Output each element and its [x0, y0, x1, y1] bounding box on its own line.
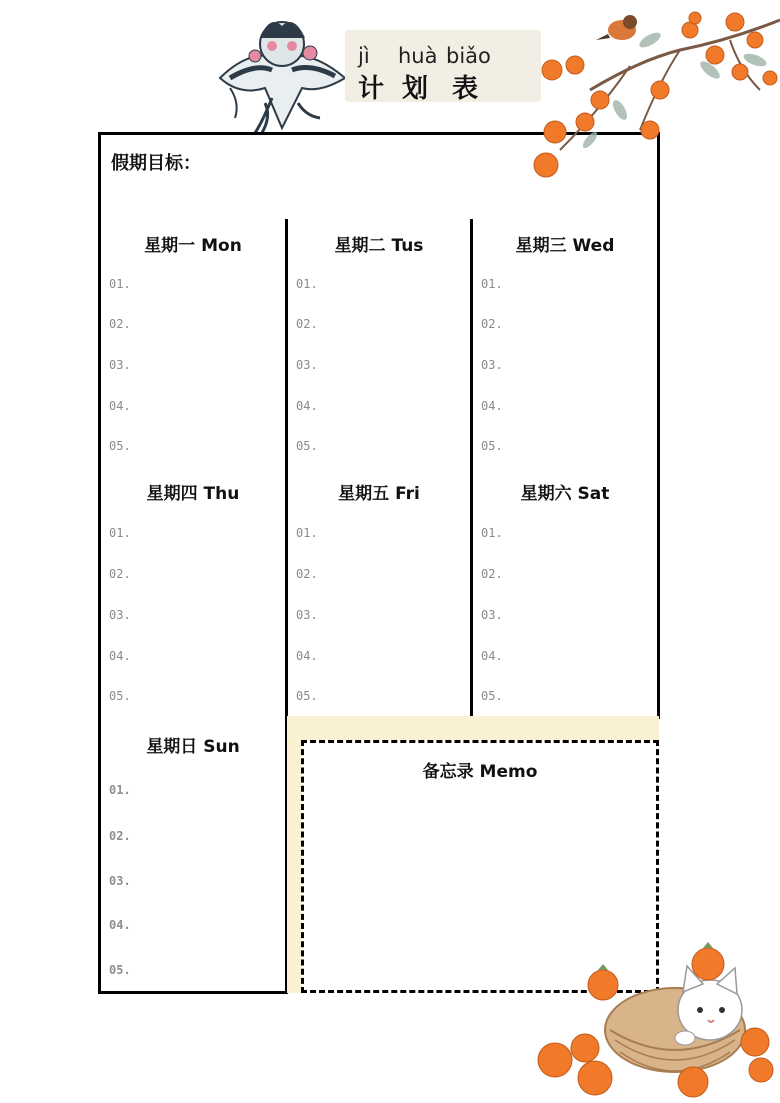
- line-number: 03.: [481, 358, 503, 372]
- line-number: 01.: [109, 783, 131, 797]
- line-number: 01.: [109, 277, 131, 291]
- day-box-thu[interactable]: [98, 467, 288, 719]
- day-title-sat: 星期六 Sat: [520, 484, 610, 504]
- line-number: 05.: [481, 439, 503, 453]
- kite-illustration: [210, 8, 360, 148]
- line-number: 04.: [296, 649, 318, 663]
- line-number: 05.: [109, 963, 131, 977]
- line-number: 04.: [296, 399, 318, 413]
- memo-title: 备忘录 Memo: [422, 762, 538, 782]
- line-number: 03.: [109, 608, 131, 622]
- line-number: 01.: [109, 526, 131, 540]
- line-number: 02.: [109, 567, 131, 581]
- line-number: 04.: [481, 649, 503, 663]
- title-pinyin-ji: jì: [358, 44, 370, 68]
- day-title-thu: 星期四 Thu: [146, 484, 240, 504]
- line-number: 03.: [296, 358, 318, 372]
- day-title-wed: 星期三 Wed: [515, 236, 615, 256]
- day-box-fri[interactable]: [288, 467, 473, 719]
- line-number: 05.: [296, 689, 318, 703]
- line-number: 02.: [481, 317, 503, 331]
- line-number: 05.: [109, 439, 131, 453]
- day-title-tue: 星期二 Tus: [334, 236, 424, 256]
- line-number: 04.: [109, 649, 131, 663]
- line-number: 03.: [109, 358, 131, 372]
- line-number: 02.: [109, 317, 131, 331]
- title-pinyin-hua: huà: [398, 44, 438, 68]
- day-box-sat[interactable]: [473, 467, 660, 719]
- bird-icon: [596, 15, 637, 40]
- day-box-wed[interactable]: [473, 219, 660, 470]
- line-number: 02.: [296, 567, 318, 581]
- line-number: 04.: [481, 399, 503, 413]
- title-hanzi-ji: 计: [358, 74, 385, 104]
- line-number: 05.: [481, 689, 503, 703]
- line-number: 03.: [109, 874, 131, 888]
- line-number: 02.: [109, 829, 131, 843]
- line-number: 02.: [481, 567, 503, 581]
- line-number: 03.: [481, 608, 503, 622]
- title-hanzi-biao: 表: [452, 74, 479, 104]
- cat-basket-illustration: [525, 940, 780, 1103]
- line-number: 03.: [296, 608, 318, 622]
- persimmon-branch-illustration: [530, 0, 780, 185]
- title-hanzi-hua: 划: [402, 74, 429, 104]
- line-number: 02.: [296, 317, 318, 331]
- line-number: 05.: [109, 689, 131, 703]
- line-number: 05.: [296, 439, 318, 453]
- goal-label: 假期目标：: [111, 153, 201, 174]
- day-title-mon: 星期一 Mon: [144, 236, 242, 256]
- line-number: 01.: [481, 526, 503, 540]
- day-title-fri: 星期五 Fri: [338, 484, 420, 504]
- day-box-tue[interactable]: [288, 219, 473, 470]
- line-number: 01.: [296, 277, 318, 291]
- title-pinyin-biao: biǎo: [446, 44, 491, 68]
- line-number: 04.: [109, 918, 131, 932]
- line-number: 01.: [296, 526, 318, 540]
- line-number: 04.: [109, 399, 131, 413]
- day-box-mon[interactable]: [98, 219, 288, 470]
- day-box-sun[interactable]: [98, 716, 288, 994]
- line-number: 01.: [481, 277, 503, 291]
- day-title-sun: 星期日 Sun: [146, 737, 240, 757]
